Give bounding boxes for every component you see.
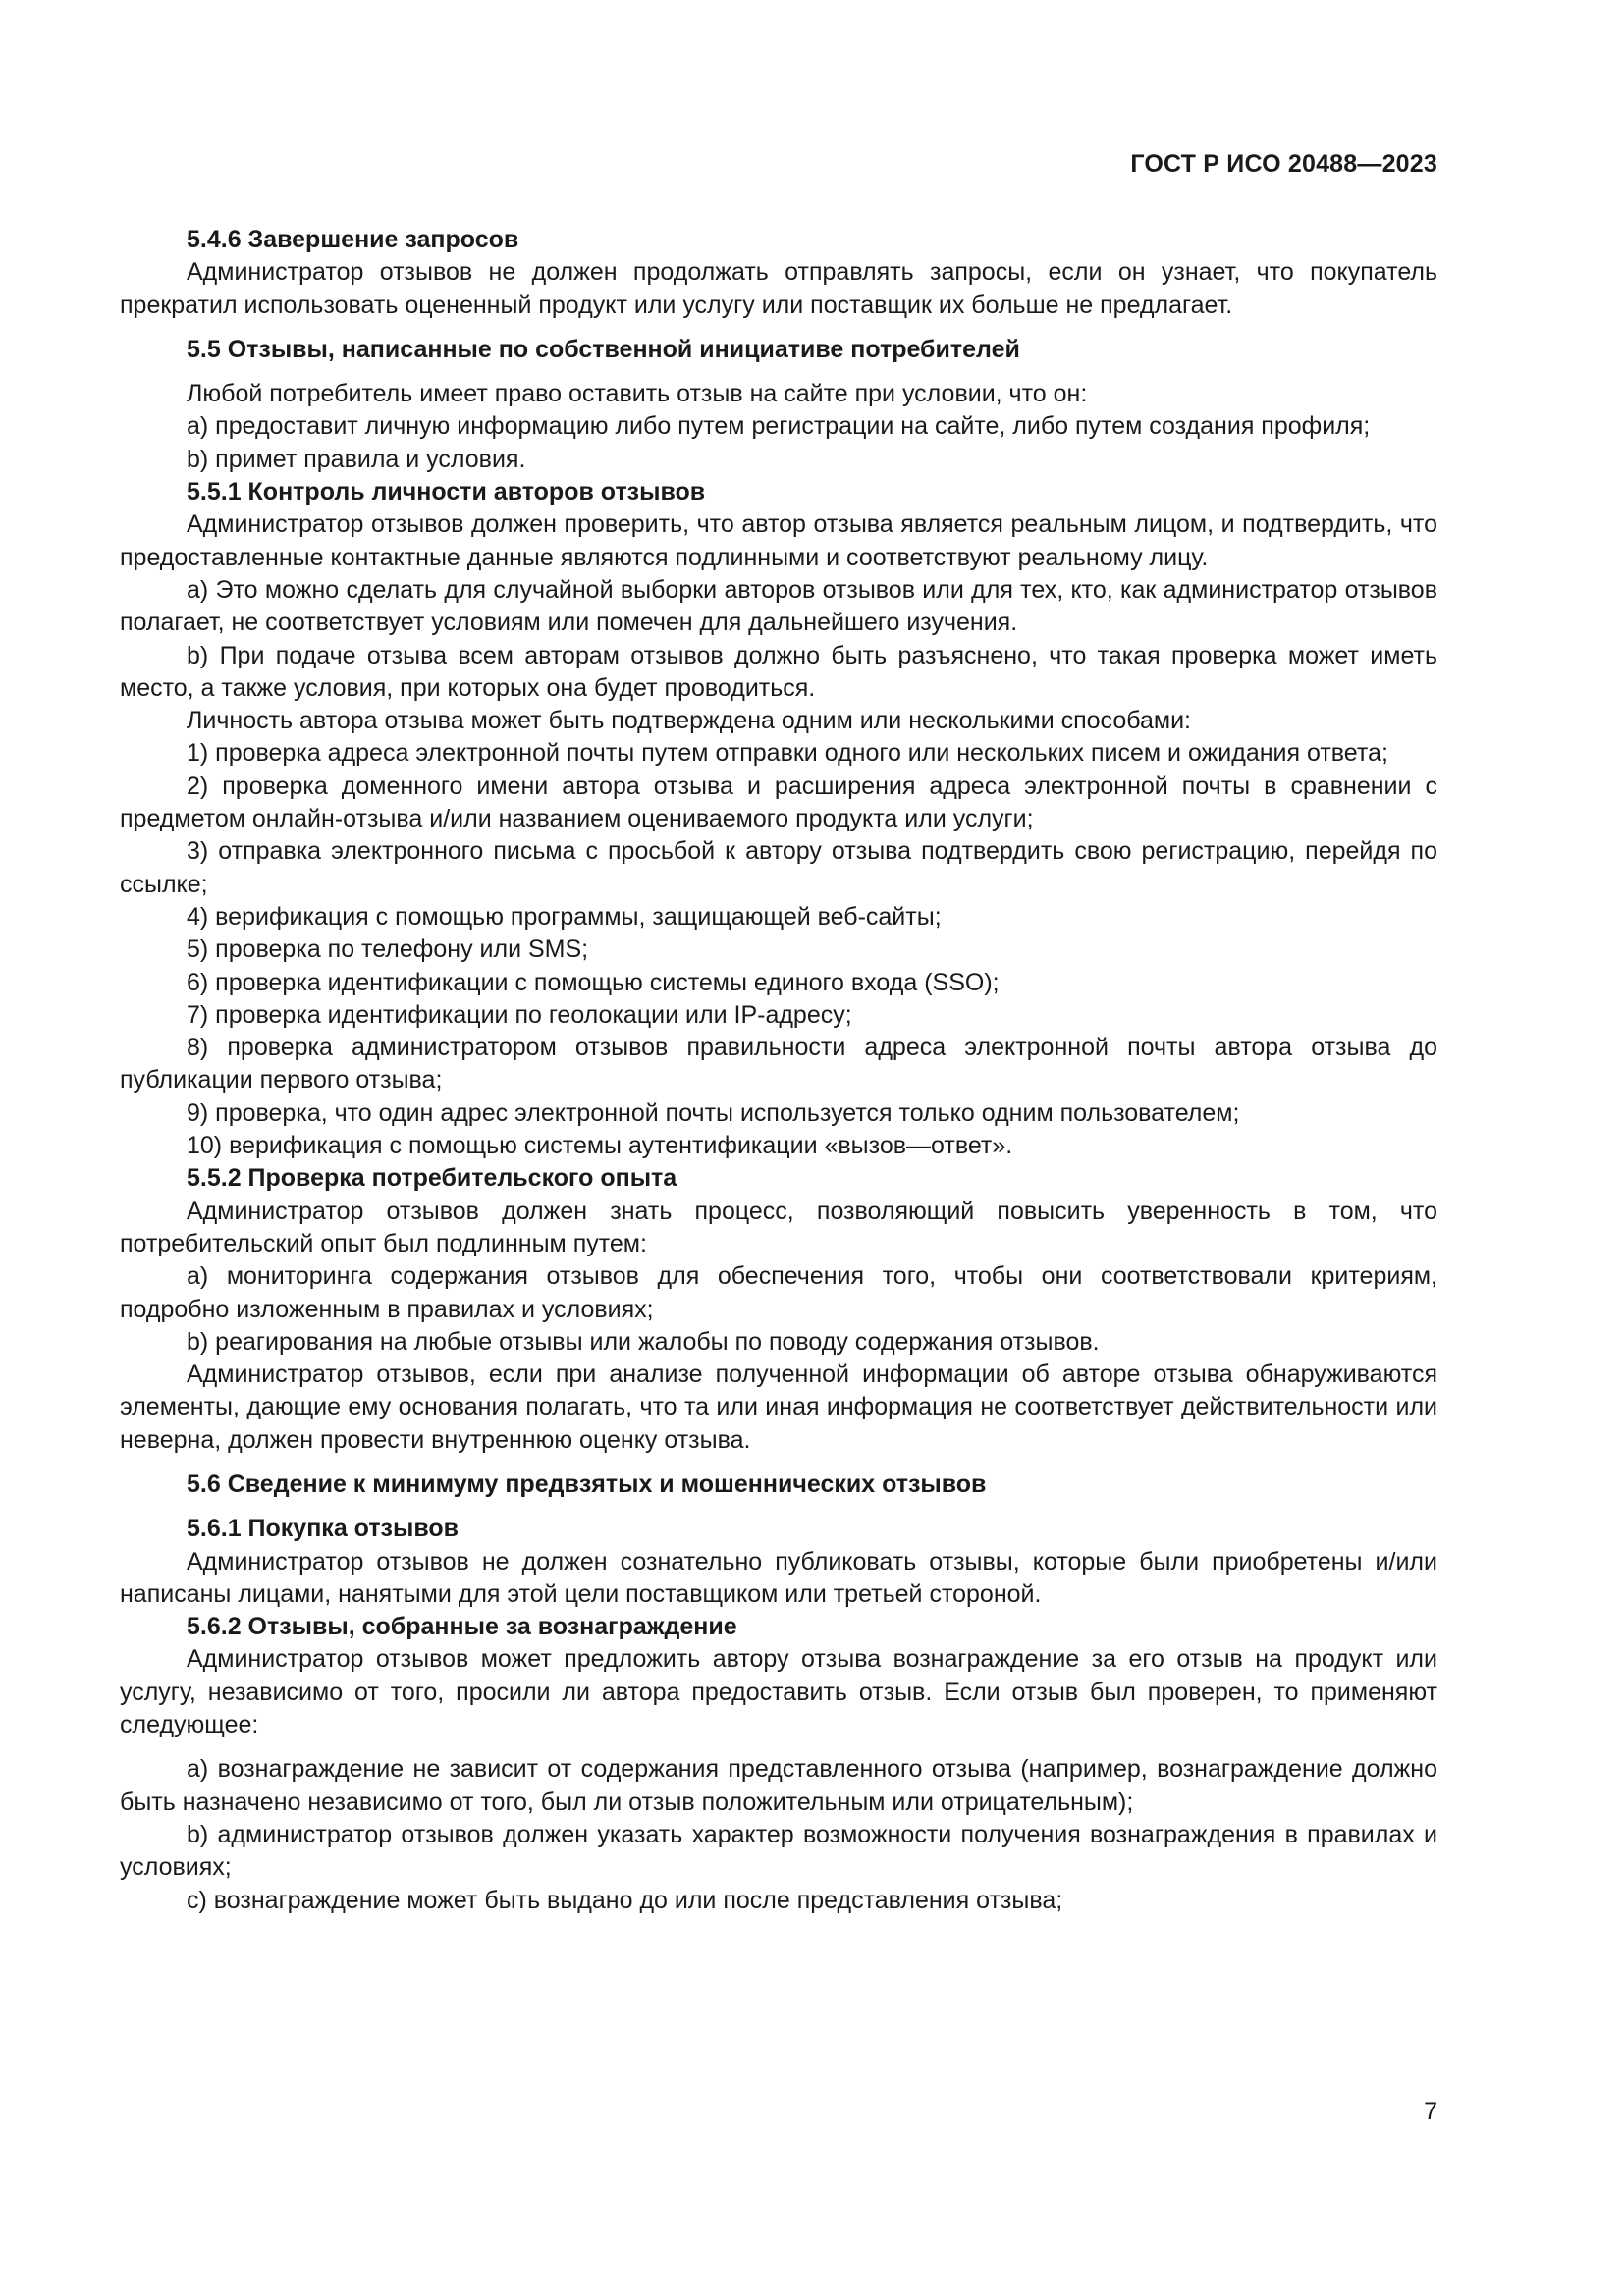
paragraph: Личность автора отзыва может быть подтверждена одним или несколькими способами: (187, 707, 1191, 735)
paragraph: Администратор отзывов не должен сознательно публиковать отзывы, которые были приобретены и/или написаны лицами, нанятыми для этой цели поставщиком или третьей стороной. (120, 1547, 1437, 1608)
paragraph: Администратор отзывов должен знать процесс, позволяющий повысить уверенность в том, что потребительский опыт был подлинным путем: (120, 1197, 1437, 1257)
list-item: 8) проверка администратором отзывов правильности адреса электронной почты автора отзыва до публикации первого отзыва; (120, 1034, 1437, 1095)
list-item: 6) проверка идентификации с помощью системы единого входа (SSO); (187, 968, 1000, 996)
section-heading: 5.5.1 Контроль личности авторов отзывов (187, 478, 706, 507)
list-item: 7) проверка идентификации по геолокации или IP-адресу; (187, 1000, 852, 1029)
paragraph: Администратор отзывов должен проверить, что автор отзыва является реальным лицом, и подтвердить, что предоставленные контактные данные являются подлинными и соответствуют реальному лицу. (120, 510, 1437, 571)
section-heading: 5.5.2 Проверка потребительского опыта (187, 1164, 677, 1193)
list-item: a) вознаграждение не зависит от содержания представленного отзыва (например, вознаграждение должно быть назначено независимо от того, был ли отзыв положительным или отрицательным); (120, 1755, 1437, 1816)
section-heading: 5.6.2 Отзывы, собранные за вознаграждение (187, 1613, 737, 1641)
section-heading: 5.5 Отзывы, написанные по собственной инициативе потребителей (187, 335, 1020, 363)
list-item: b) реагирования на любые отзывы или жалобы по поводу содержания отзывов. (187, 1327, 1100, 1356)
list-item: 1) проверка адреса электронной почты путем отправки одного или нескольких писем и ожидания ответа; (187, 739, 1388, 768)
list-item: b) примет правила и условия. (187, 445, 526, 473)
list-item: b) администратор отзывов должен указать характер возможности получения вознаграждения в правилах и условиях; (120, 1820, 1437, 1882)
list-item: b) При подаче отзыва всем авторам отзывов должно быть разъяснено, что такая проверка может иметь место, а также условия, при которых она будет проводиться. (120, 641, 1437, 702)
list-item: a) Это можно сделать для случайной выборки авторов отзывов или для тех, кто, как администратор отзывов полагает, не соответствует условиям или помечен для дальнейшего изучения. (120, 575, 1437, 637)
list-item: a) предоставит личную информацию либо путем регистрации на сайте, либо путем создания профиля; (187, 412, 1371, 441)
section-heading: 5.6 Сведение к минимуму предвзятых и мошеннических отзывов (187, 1469, 987, 1498)
list-item: 10) верификация с помощью системы аутентификации «вызов—ответ». (187, 1132, 1013, 1160)
paragraph: Администратор отзывов может предложить автору отзыва вознаграждение за его отзыв на продукт или услугу, независимо от того, просили ли автора предоставить отзыв. Если отзыв был проверен, то применяют следующее: (120, 1645, 1437, 1739)
section-heading: 5.4.6 Завершение запросов (187, 226, 519, 253)
list-item: a) мониторинга содержания отзывов для обеспечения того, чтобы они соответствовали критериям, подробно изложенным в правилах и условиях; (120, 1262, 1437, 1323)
list-item: 2) проверка доменного имени автора отзыва и расширения адреса электронной почты в сравнении с предметом онлайн-отзыва и/или названием оцениваемого продукта или услуги; (120, 772, 1437, 833)
section-heading: 5.6.1 Покупка отзывов (187, 1515, 460, 1543)
list-item: 9) проверка, что один адрес электронной почты используется только одним пользователем; (187, 1098, 1240, 1127)
document-body (120, 224, 1437, 1917)
paragraph: Администратор отзывов не должен продолжать отправлять запросы, если он узнает, что покупатель прекратил использовать оцененный продукт или услугу или поставщик их больше не предлагает. (120, 258, 1437, 319)
list-item: 3) отправка электронного письма с просьбой к автору отзыва подтвердить свою регистрацию, перейдя по ссылке; (120, 837, 1437, 898)
list-item: 5) проверка по телефону или SMS; (187, 935, 589, 964)
paragraph: Любой потребитель имеет право оставить отзыв на сайте при условии, что он: (187, 380, 1088, 408)
list-item: 4) верификация с помощью программы, защищающей веб-сайты; (187, 902, 942, 931)
document-header: ГОСТ Р ИСО 20488—2023 (1130, 150, 1437, 178)
list-item: c) вознаграждение может быть выдано до или после представления отзыва; (187, 1886, 1063, 1914)
page-number: 7 (1424, 2098, 1437, 2125)
paragraph: Администратор отзывов, если при анализе полученной информации об авторе отзыва обнаруживаются элементы, дающие ему основания полагать, что та или иная информация не соответствует действительности или неверна, должен провести внутреннюю оценку отзыва. (120, 1361, 1437, 1454)
